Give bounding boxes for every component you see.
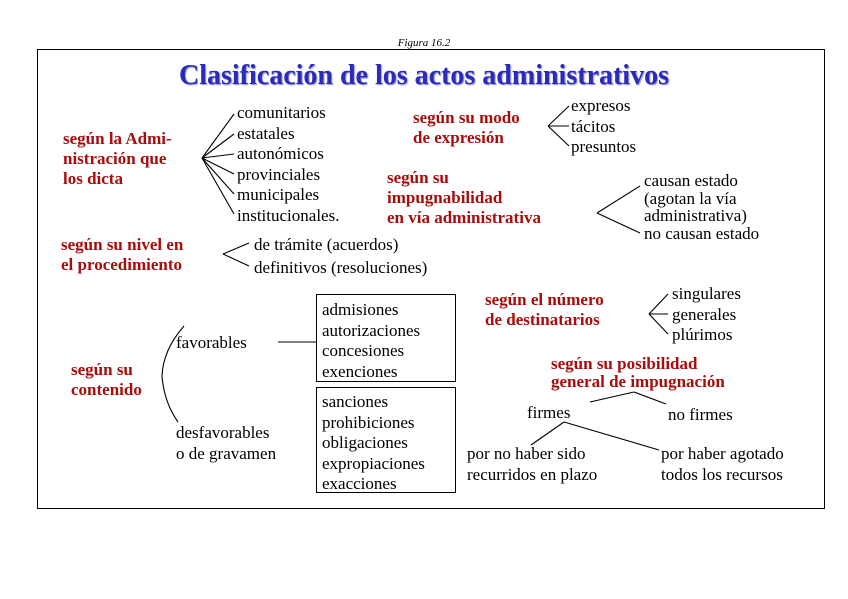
list-item: concesiones (322, 341, 405, 360)
label-firmes-no-recurridos: por no haber sido recurridos en plazo (467, 444, 598, 484)
list-item: no causan estado (644, 223, 760, 243)
heading-impugnabilidad: según su impugnabilidad en vía administrativa (387, 168, 541, 227)
list-item: definitivos (resoluciones) (254, 258, 428, 277)
list-favorables (322, 300, 420, 382)
list-item: (agotan la vía (644, 188, 737, 208)
heading-destinatarios: según el número de destinatarios (485, 290, 604, 329)
list-item: tácitos (571, 116, 616, 136)
list-desfavorables (322, 392, 425, 495)
list-item: causan estado (644, 171, 738, 190)
heading-impugnacion: según su posibilidad general de impugnación (551, 354, 725, 391)
list-item: singulares (672, 284, 741, 303)
list-item: plúrimos (672, 325, 733, 344)
label-firmes: firmes (527, 403, 571, 422)
list-item: comunitarios (237, 103, 326, 122)
list-administracion (237, 103, 339, 226)
list-item: administrativa) (644, 206, 747, 225)
list-item: obligaciones (322, 433, 408, 452)
list-item: generales (672, 304, 737, 324)
label-favorables: favorables (176, 333, 247, 352)
list-impugnabilidad (644, 172, 759, 242)
list-item: municipales (237, 185, 320, 204)
heading-administracion: según la Admi- nistración que los dicta (63, 129, 172, 188)
list-item: autorizaciones (322, 320, 421, 340)
list-item: exacciones (322, 474, 397, 493)
list-destinatarios (672, 284, 741, 346)
list-procedimiento (254, 233, 427, 279)
list-item: admisiones (322, 300, 399, 319)
label-desfavorables: desfavorables o de gravamen (176, 423, 277, 463)
diagram-title: Clasificación de los actos administrativos (179, 60, 669, 91)
heading-procedimiento: según su nivel en el procedimiento (61, 235, 184, 274)
list-item: estatales (237, 123, 295, 143)
list-item: prohibiciones (322, 412, 415, 432)
list-item: sanciones (322, 392, 389, 411)
list-modo-expresion (571, 96, 636, 158)
list-item: institucionales. (237, 205, 340, 225)
list-item: provinciales (237, 164, 321, 184)
label-firmes-agotados: por haber agotado todos los recursos (661, 444, 784, 484)
list-item: de trámite (acuerdos) (254, 235, 399, 254)
figure-caption: Figura 16.2 (397, 37, 451, 49)
heading-modo-expresion: según su modo de expresión (413, 108, 520, 147)
list-item: expropiaciones (322, 453, 425, 473)
list-item: autonómicos (237, 144, 324, 163)
list-item: exenciones (322, 361, 398, 381)
heading-contenido: según su contenido (71, 360, 142, 399)
label-no-firmes: no firmes (668, 405, 733, 424)
list-item: expresos (571, 96, 631, 115)
list-item: presuntos (571, 137, 637, 156)
